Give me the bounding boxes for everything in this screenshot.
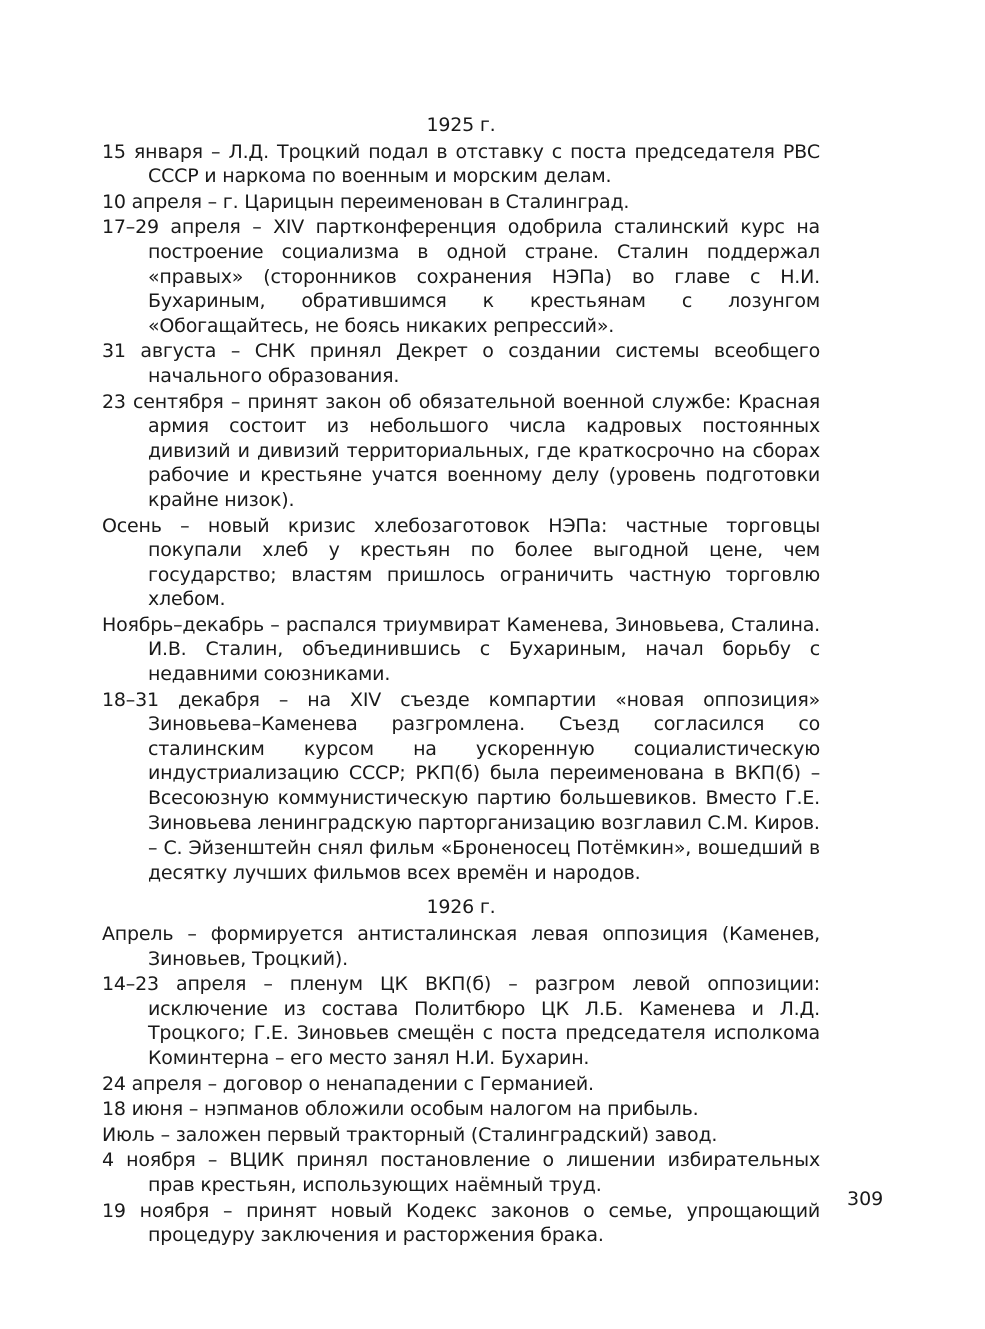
chronology-entry: 23 сентября – принят закон об обязательной военной службе: Красная армия состоит из небольшого числа кадровых постоянных дивизий и дивизий территориальных, где краткосрочно на сборах рабочие и крестьяне учатся военному делу (уровень подготовки крайне низок). <box>102 390 820 511</box>
chronology-entry: Апрель – формируется антисталинская левая оппозиция (Каменев, Зиновьев, Троцкий). <box>102 923 820 970</box>
chronology-entry: 17–29 апреля – XIV партконференция одобрила сталинский курс на построение социализма в одной стране. Сталин поддержал «правых» (сторонников сохранения НЭПа) во главе с Н.И. Бухариным, обратившимся к крестьянам с лозунгом «Обогащайтесь, не боясь никаких репрессий». <box>102 216 820 337</box>
chronology-entry: 10 апреля – г. Царицын переименован в Сталинград. <box>102 190 630 213</box>
chronology-entry: 24 апреля – договор о ненападении с Германией. <box>102 1072 594 1095</box>
chronology-entry: 4 ноября – ВЦИК принял постановление о лишении избирательных прав крестьян, использующих наёмный труд. <box>102 1149 820 1196</box>
chronology-entry: 18 июня – нэпманов обложили особым налогом на прибыль. <box>102 1098 699 1121</box>
chronology-entry: Июль – заложен первый тракторный (Сталинградский) завод. <box>102 1123 718 1146</box>
chronology-entry: 14–23 апреля – пленум ЦК ВКП(б) – разгром левой оппозиции: исключение из состава Политбюро ЦК Л.Б. Каменева и Л.Д. Троцкого; Г.Е. Зиновьев смещён с поста председателя исполкома Коминтерна – его место занял Н.И. Бухарин. <box>102 973 820 1069</box>
chronology-entry: 18–31 декабря – на XIV съезде компартии «новая оппозиция» Зиновьева–Каменева разгромлена. Съезд согласился со сталинским курсом на ускоренную социалистическую индустриализацию СССР; РКП(б) была переименована в ВКП(б) – Всесоюзную коммунистическую партию большевиков. Вместо Г.Е. Зиновьева ленинградскую парторганизацию возглавил С.М. Киров. <box>102 688 820 834</box>
chronology-entry: 15 января – Л.Д. Троцкий подал в отставку с поста председателя РВС СССР и наркома по военным и морским делам. <box>102 140 820 188</box>
year-heading-1926: 1926 г. <box>426 896 496 919</box>
chronology-sub-entry: – С. Эйзенштейн снял фильм «Броненосец Потёмкин», вошедший в десятку лучших фильмов всех времён и народов. <box>148 837 820 884</box>
year-heading-1925: 1925 г. <box>426 114 496 136</box>
page-number: 309 <box>847 1188 884 1210</box>
page-body <box>102 113 820 1249</box>
chronology-entry: Осень – новый кризис хлебозаготовок НЭПа: частные торговцы покупали хлеб у крестьян по более выгодной цене, чем государство; властям пришлось ограничить частную торговлю хлебом. <box>102 514 820 611</box>
chronology-entry: Ноябрь–декабрь – распался триумвират Каменева, Зиновьева, Сталина. И.В. Сталин, объединившись с Бухариным, начал борьбу с недавними союзниками. <box>102 613 820 686</box>
chronology-entry: 31 августа – СНК принял Декрет о создании системы всеобщего начального образования. <box>102 340 820 387</box>
chronology-entry: 19 ноября – принят новый Кодекс законов о семье, упрощающий процедуру заключения и расторжения брака. <box>102 1199 820 1247</box>
